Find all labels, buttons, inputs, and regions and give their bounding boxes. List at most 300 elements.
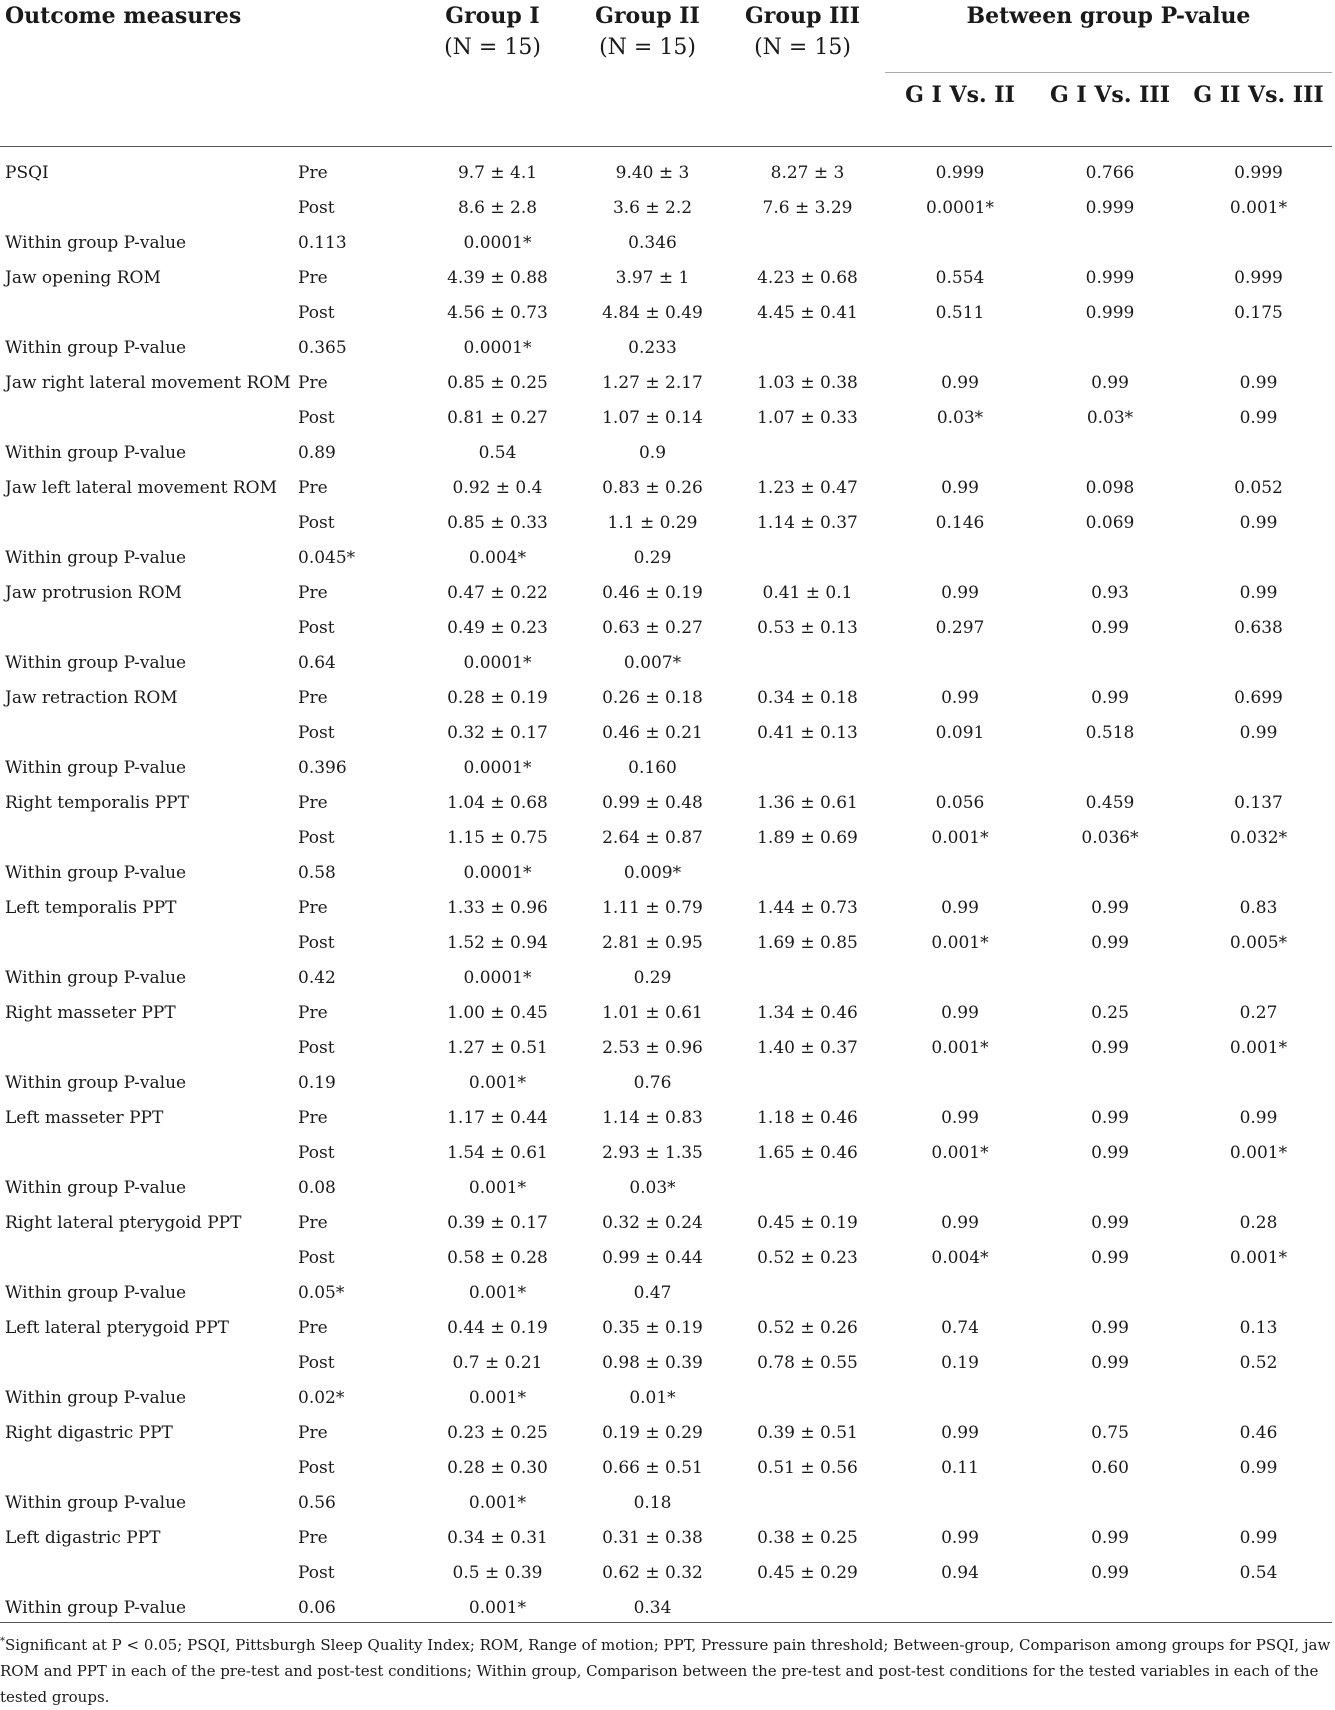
p-g1-vs-g2: 0.11: [941, 1457, 979, 1478]
group-2-value: 0.47: [633, 1282, 672, 1303]
p-g1-vs-g2: [885, 1170, 1035, 1205]
p-g1-vs-g3: [1035, 435, 1185, 470]
group-2-value: 0.63 ± 0.27: [602, 617, 703, 638]
group-3-value: 1.03 ± 0.38: [757, 372, 858, 393]
p-g2-vs-g3: 0.999: [1234, 267, 1283, 288]
p-g1-vs-g2: [885, 1590, 1035, 1625]
group-1-value: 0.47 ± 0.22: [447, 582, 548, 603]
header-comparison-1-3: G I Vs. III: [1049, 82, 1171, 108]
table-row: [0, 1065, 1332, 1100]
group-1-value: 9.7 ± 4.1: [457, 162, 538, 183]
header-comparison-1-2: G I Vs. II: [905, 82, 1015, 108]
p-g2-vs-g3: [1185, 1485, 1332, 1520]
p-g1-vs-g3: 0.459: [1085, 792, 1135, 813]
p-g1-vs-g3: [1035, 1065, 1185, 1100]
group-1-value: 0.34 ± 0.31: [447, 1527, 548, 1548]
p-g1-vs-g2: 0.001*: [931, 1037, 989, 1058]
p-g1-vs-g2: 0.99: [941, 1527, 979, 1548]
table-row: [0, 1240, 1332, 1275]
row-phase: Pre: [298, 477, 328, 498]
p-g2-vs-g3: 0.638: [1234, 617, 1283, 638]
p-g1-vs-g2: [885, 1275, 1035, 1310]
p-g1-vs-g2: [885, 225, 1035, 260]
header-between-group: Between group P-value: [966, 3, 1251, 29]
p-g2-vs-g3: 0.27: [1239, 1002, 1278, 1023]
table-row: [0, 1415, 1332, 1450]
group-3-value: [730, 1590, 885, 1625]
p-g1-vs-g2: [885, 645, 1035, 680]
p-g2-vs-g3: 0.137: [1234, 792, 1283, 813]
p-g2-vs-g3: 0.001*: [1229, 1247, 1288, 1268]
header-group-2-n: (N = 15): [599, 35, 696, 60]
p-g1-vs-g2: 0.99: [941, 582, 979, 603]
group-1-value: 1.33 ± 0.96: [447, 897, 548, 918]
group-2-value: 1.07 ± 0.14: [602, 407, 703, 428]
p-g1-vs-g3: [1035, 540, 1185, 575]
row-phase: Pre: [298, 1317, 328, 1338]
group-1-value: 0.58 ± 0.28: [447, 1247, 548, 1268]
p-g1-vs-g3: 0.999: [1085, 267, 1135, 288]
group-3-value: 1.14 ± 0.37: [757, 512, 858, 533]
p-g2-vs-g3: 0.699: [1234, 687, 1283, 708]
group-3-value: 1.18 ± 0.46: [757, 1107, 858, 1128]
p-g1-vs-g3: [1035, 645, 1185, 680]
group-3-value: 0.52 ± 0.23: [757, 1247, 858, 1268]
group-2-value: 2.81 ± 0.95: [602, 932, 703, 953]
group-1-value: 1.54 ± 0.61: [447, 1142, 548, 1163]
footnote: [0, 1622, 1332, 1710]
row-label: Within group P-value: [5, 1597, 187, 1618]
p-g2-vs-g3: 0.99: [1239, 1107, 1278, 1128]
table-row: [0, 1205, 1332, 1240]
group-1-value: 0.0001*: [463, 337, 532, 358]
p-g1-vs-g3: 0.766: [1085, 162, 1135, 183]
group-2-value: 0.18: [633, 1492, 672, 1513]
row-phase: Post: [298, 932, 335, 953]
table-row: [0, 330, 1332, 365]
table-row: [0, 147, 1332, 190]
row-label: Left masseter PPT: [5, 1107, 164, 1128]
p-g1-vs-g3: 0.098: [1085, 477, 1135, 498]
p-g1-vs-g2: 0.99: [941, 897, 979, 918]
table-row: [0, 855, 1332, 890]
p-g1-vs-g2: 0.99: [941, 477, 979, 498]
p-g1-vs-g2: [885, 1380, 1035, 1415]
header-group-1: Group I: [445, 3, 540, 29]
group-1-value: 0.0001*: [463, 232, 532, 253]
row-phase: Pre: [298, 1527, 328, 1548]
group-2-value: 0.03*: [629, 1177, 676, 1198]
row-phase: Pre: [298, 897, 328, 918]
p-g1-vs-g3: 0.99: [1091, 1142, 1129, 1163]
row-phase: Post: [298, 827, 335, 848]
header-group-3: Group III: [745, 3, 860, 29]
group-2-value: 0.32 ± 0.24: [602, 1212, 703, 1233]
group-3-value: 1.07 ± 0.33: [757, 407, 858, 428]
row-phase: Post: [298, 1352, 335, 1373]
row-label: [0, 610, 298, 645]
p-g1-vs-g3: 0.93: [1091, 582, 1129, 603]
row-label: Left temporalis PPT: [5, 897, 177, 918]
row-phase: 0.56: [298, 1492, 336, 1513]
group-3-value: 0.45 ± 0.29: [757, 1562, 858, 1583]
p-g1-vs-g3: 0.999: [1085, 197, 1135, 218]
table-row: [0, 365, 1332, 400]
table-row: [0, 925, 1332, 960]
row-label: Within group P-value: [5, 337, 187, 358]
group-3-value: [730, 1485, 885, 1520]
row-label: Within group P-value: [5, 757, 187, 778]
p-g1-vs-g2: 0.999: [935, 162, 985, 183]
table-row: [0, 1170, 1332, 1205]
row-label: Within group P-value: [5, 1387, 187, 1408]
p-g1-vs-g3: 0.99: [1091, 1247, 1129, 1268]
group-2-value: 0.29: [633, 967, 672, 988]
p-g1-vs-g3: 0.99: [1091, 1107, 1129, 1128]
row-phase: Post: [298, 407, 335, 428]
table-row: [0, 295, 1332, 330]
group-2-value: 0.99 ± 0.48: [602, 792, 703, 813]
row-label: Within group P-value: [5, 547, 187, 568]
group-2-value: 2.93 ± 1.35: [602, 1142, 703, 1163]
group-3-value: [730, 1380, 885, 1415]
p-g2-vs-g3: 0.052: [1234, 477, 1283, 498]
p-g1-vs-g3: [1035, 1380, 1185, 1415]
p-g1-vs-g2: [885, 750, 1035, 785]
table-row: [0, 1555, 1332, 1590]
row-phase: 0.58: [298, 862, 336, 883]
p-g1-vs-g3: [1035, 1590, 1185, 1625]
group-2-value: 0.01*: [629, 1387, 676, 1408]
group-3-value: [730, 1065, 885, 1100]
header-outcome: Outcome measures: [5, 3, 242, 29]
group-3-value: 1.89 ± 0.69: [757, 827, 858, 848]
group-1-value: 0.54: [478, 442, 517, 463]
table-row: [0, 1450, 1332, 1485]
p-g2-vs-g3: 0.99: [1239, 722, 1278, 743]
table-row: [0, 1380, 1332, 1415]
p-g1-vs-g2: 0.99: [941, 1002, 979, 1023]
p-g2-vs-g3: [1185, 225, 1332, 260]
p-g1-vs-g3: [1035, 330, 1185, 365]
group-1-value: 0.7 ± 0.21: [452, 1352, 543, 1373]
row-label: [0, 1450, 298, 1485]
p-g2-vs-g3: [1185, 540, 1332, 575]
p-g2-vs-g3: [1185, 1170, 1332, 1205]
p-g1-vs-g2: 0.03*: [936, 407, 984, 428]
group-1-value: 0.81 ± 0.27: [447, 407, 548, 428]
p-g1-vs-g3: 0.99: [1091, 1317, 1129, 1338]
table-row: [0, 1590, 1332, 1625]
group-2-value: 0.26 ± 0.18: [602, 687, 703, 708]
group-2-value: 1.14 ± 0.83: [602, 1107, 703, 1128]
row-label: Jaw left lateral movement ROM: [5, 477, 278, 498]
table-row: [0, 1135, 1332, 1170]
group-3-value: 0.52 ± 0.26: [757, 1317, 858, 1338]
row-label: [0, 820, 298, 855]
row-label: Left digastric PPT: [5, 1527, 161, 1548]
group-3-value: 0.34 ± 0.18: [757, 687, 858, 708]
row-phase: Pre: [298, 267, 328, 288]
p-g1-vs-g2: 0.99: [941, 1422, 979, 1443]
row-phase: Post: [298, 1247, 335, 1268]
p-g1-vs-g2: [885, 540, 1035, 575]
p-g1-vs-g3: 0.03*: [1086, 407, 1134, 428]
p-g1-vs-g3: [1035, 1485, 1185, 1520]
header-group-1-n: (N = 15): [444, 35, 541, 60]
p-g1-vs-g2: 0.554: [935, 267, 985, 288]
group-1-value: 0.001*: [468, 1387, 527, 1408]
p-g1-vs-g3: 0.99: [1091, 1212, 1129, 1233]
group-3-value: 0.38 ± 0.25: [757, 1527, 858, 1548]
table-row: [0, 645, 1332, 680]
p-g1-vs-g3: [1035, 225, 1185, 260]
group-3-value: [730, 855, 885, 890]
group-2-value: 0.99 ± 0.44: [602, 1247, 703, 1268]
table-row: [0, 680, 1332, 715]
group-2-value: 0.29: [633, 547, 672, 568]
group-1-value: 0.001*: [468, 1597, 527, 1618]
p-g1-vs-g2: 0.94: [941, 1562, 979, 1583]
p-g2-vs-g3: 0.001*: [1229, 197, 1288, 218]
table-row: [0, 225, 1332, 260]
row-phase: 0.06: [298, 1597, 336, 1618]
p-g1-vs-g2: 0.091: [935, 722, 985, 743]
row-phase: 0.365: [298, 337, 347, 358]
p-g1-vs-g2: 0.99: [941, 372, 979, 393]
group-1-value: 0.001*: [468, 1492, 527, 1513]
group-3-value: 4.23 ± 0.68: [757, 267, 858, 288]
row-label: PSQI: [5, 162, 49, 183]
group-2-value: 2.64 ± 0.87: [602, 827, 703, 848]
row-label: Within group P-value: [5, 862, 187, 883]
row-phase: Post: [298, 512, 335, 533]
row-phase: 0.02*: [298, 1387, 345, 1408]
group-1-value: 1.15 ± 0.75: [447, 827, 548, 848]
p-g1-vs-g3: 0.75: [1091, 1422, 1129, 1443]
row-phase: 0.64: [298, 652, 336, 673]
group-1-value: 0.28 ± 0.30: [447, 1457, 548, 1478]
group-3-value: [730, 435, 885, 470]
footnote-marker: *: [0, 1636, 5, 1647]
p-g2-vs-g3: 0.999: [1234, 162, 1283, 183]
group-2-value: 1.11 ± 0.79: [602, 897, 703, 918]
p-g2-vs-g3: 0.032*: [1229, 827, 1288, 848]
group-2-value: 0.007*: [623, 652, 682, 673]
p-g2-vs-g3: 0.83: [1239, 897, 1278, 918]
p-g1-vs-g2: 0.297: [935, 617, 985, 638]
p-g1-vs-g2: 0.004*: [931, 1247, 989, 1268]
p-g1-vs-g3: 0.99: [1091, 1037, 1129, 1058]
p-g1-vs-g3: [1035, 960, 1185, 995]
p-g2-vs-g3: 0.99: [1239, 1457, 1278, 1478]
row-label: Right digastric PPT: [5, 1422, 173, 1443]
p-g2-vs-g3: 0.001*: [1229, 1142, 1288, 1163]
p-g1-vs-g3: 0.99: [1091, 1352, 1129, 1373]
group-1-value: 4.39 ± 0.88: [447, 267, 548, 288]
p-g1-vs-g3: 0.99: [1091, 1562, 1129, 1583]
group-2-value: 0.009*: [623, 862, 682, 883]
p-g1-vs-g3: 0.99: [1091, 372, 1129, 393]
p-g1-vs-g3: 0.518: [1085, 722, 1135, 743]
table-row: [0, 505, 1332, 540]
table-row: [0, 610, 1332, 645]
p-g2-vs-g3: [1185, 855, 1332, 890]
table-row: [0, 960, 1332, 995]
header-divider: [885, 72, 1332, 73]
group-2-value: 3.97 ± 1: [615, 267, 690, 288]
group-3-value: [730, 750, 885, 785]
p-g1-vs-g2: 0.99: [941, 1212, 979, 1233]
row-label: Right temporalis PPT: [5, 792, 189, 813]
p-g1-vs-g2: [885, 1485, 1035, 1520]
row-label: [0, 715, 298, 750]
row-phase: Pre: [298, 582, 328, 603]
group-2-value: 4.84 ± 0.49: [602, 302, 703, 323]
p-g2-vs-g3: [1185, 750, 1332, 785]
group-1-value: 1.27 ± 0.51: [447, 1037, 548, 1058]
group-2-value: 1.1 ± 0.29: [607, 512, 698, 533]
row-label: [0, 190, 298, 225]
group-1-value: 0.85 ± 0.25: [447, 372, 548, 393]
p-g2-vs-g3: [1185, 435, 1332, 470]
table-row: [0, 750, 1332, 785]
group-1-value: 0.0001*: [463, 967, 532, 988]
row-phase: Pre: [298, 1212, 328, 1233]
group-1-value: 0.28 ± 0.19: [447, 687, 548, 708]
table-row: [0, 1345, 1332, 1380]
row-label: Jaw right lateral movement ROM: [5, 372, 291, 393]
group-3-value: [730, 1170, 885, 1205]
row-label: [0, 505, 298, 540]
p-g2-vs-g3: 0.99: [1239, 582, 1278, 603]
p-g2-vs-g3: 0.005*: [1229, 932, 1288, 953]
p-g1-vs-g3: 0.99: [1091, 617, 1129, 638]
group-1-value: 0.49 ± 0.23: [447, 617, 548, 638]
p-g2-vs-g3: 0.54: [1239, 1562, 1278, 1583]
row-label: Within group P-value: [5, 652, 187, 673]
p-g1-vs-g2: 0.001*: [931, 1142, 989, 1163]
row-label: [0, 1555, 298, 1590]
row-phase: Post: [298, 617, 335, 638]
row-label: [0, 925, 298, 960]
row-phase: Pre: [298, 1002, 328, 1023]
table-row: [0, 715, 1332, 750]
row-phase: Post: [298, 722, 335, 743]
row-phase: Post: [298, 197, 335, 218]
row-phase: Pre: [298, 1422, 328, 1443]
group-2-value: 3.6 ± 2.2: [612, 197, 693, 218]
table-header: [0, 0, 1332, 147]
group-1-value: 4.56 ± 0.73: [447, 302, 548, 323]
row-phase: 0.045*: [298, 547, 356, 568]
group-3-value: [730, 960, 885, 995]
p-g1-vs-g3: [1035, 855, 1185, 890]
p-g1-vs-g3: 0.99: [1091, 687, 1129, 708]
group-3-value: 0.41 ± 0.1: [762, 582, 853, 603]
group-2-value: 2.53 ± 0.96: [602, 1037, 703, 1058]
group-3-value: [730, 645, 885, 680]
p-g2-vs-g3: 0.13: [1239, 1317, 1278, 1338]
p-g1-vs-g3: [1035, 1170, 1185, 1205]
group-3-value: 0.78 ± 0.55: [757, 1352, 858, 1373]
p-g2-vs-g3: 0.99: [1239, 372, 1278, 393]
group-1-value: 0.0001*: [463, 652, 532, 673]
row-label: Within group P-value: [5, 442, 187, 463]
group-2-value: 0.9: [638, 442, 667, 463]
table-row: [0, 575, 1332, 610]
row-label: Within group P-value: [5, 967, 187, 988]
group-2-value: 0.46 ± 0.21: [602, 722, 703, 743]
row-label: Jaw opening ROM: [5, 267, 161, 288]
group-3-value: [730, 330, 885, 365]
group-1-value: 0.001*: [468, 1282, 527, 1303]
group-3-value: 1.69 ± 0.85: [757, 932, 858, 953]
group-2-value: 0.35 ± 0.19: [602, 1317, 703, 1338]
row-label: [0, 400, 298, 435]
table-body: [0, 147, 1332, 1625]
group-1-value: 0.92 ± 0.4: [452, 477, 543, 498]
group-3-value: 0.39 ± 0.51: [757, 1422, 858, 1443]
row-label: Within group P-value: [5, 1177, 187, 1198]
p-g2-vs-g3: [1185, 1380, 1332, 1415]
row-label: [0, 1345, 298, 1380]
table-row: [0, 1310, 1332, 1345]
group-1-value: 0.23 ± 0.25: [447, 1422, 548, 1443]
row-label: Within group P-value: [5, 1492, 187, 1513]
p-g2-vs-g3: 0.52: [1239, 1352, 1278, 1373]
group-2-value: 1.27 ± 2.17: [602, 372, 703, 393]
group-1-value: 1.17 ± 0.44: [447, 1107, 548, 1128]
row-phase: 0.89: [298, 442, 336, 463]
p-g2-vs-g3: [1185, 1065, 1332, 1100]
row-label: [0, 1240, 298, 1275]
p-g2-vs-g3: [1185, 330, 1332, 365]
group-3-value: 1.36 ± 0.61: [757, 792, 858, 813]
p-g1-vs-g2: 0.19: [941, 1352, 979, 1373]
group-1-value: 1.52 ± 0.94: [447, 932, 548, 953]
p-g2-vs-g3: [1185, 1590, 1332, 1625]
header-group-2: Group II: [595, 3, 700, 29]
table-row: [0, 1520, 1332, 1555]
p-g1-vs-g3: 0.99: [1091, 897, 1129, 918]
p-g1-vs-g3: 0.99: [1091, 932, 1129, 953]
group-2-value: 0.233: [628, 337, 677, 358]
footnote-text: Significant at P < 0.05; PSQI, Pittsburgh Sleep Quality Index; ROM, Range of motion; PPT, Pressure pain threshold; Between-group, Comparison among groups for PSQI, jaw ROM and PPT in each of the pre-test and post-test conditions; Within group, Comparison between the pre-test and post-test conditions for the tested variables in each of the tested groups.: [0, 1636, 1331, 1706]
group-3-value: [730, 540, 885, 575]
group-3-value: 1.40 ± 0.37: [757, 1037, 858, 1058]
group-3-value: 8.27 ± 3: [770, 162, 845, 183]
table-row: [0, 995, 1332, 1030]
group-1-value: 8.6 ± 2.8: [457, 197, 538, 218]
row-label: Within group P-value: [5, 232, 187, 253]
row-label: Left lateral pterygoid PPT: [5, 1317, 230, 1338]
p-g1-vs-g3: 0.999: [1085, 302, 1135, 323]
group-3-value: [730, 1275, 885, 1310]
row-label: Right masseter PPT: [5, 1002, 176, 1023]
group-3-value: 1.23 ± 0.47: [757, 477, 858, 498]
group-2-value: 0.19 ± 0.29: [602, 1422, 703, 1443]
group-3-value: 0.45 ± 0.19: [757, 1212, 858, 1233]
row-phase: 0.113: [298, 232, 347, 253]
p-g1-vs-g2: [885, 330, 1035, 365]
row-phase: Pre: [298, 372, 328, 393]
group-2-value: 0.46 ± 0.19: [602, 582, 703, 603]
row-label: [0, 295, 298, 330]
p-g1-vs-g2: 0.001*: [931, 932, 989, 953]
p-g1-vs-g3: 0.25: [1091, 1002, 1129, 1023]
table-row: [0, 470, 1332, 505]
